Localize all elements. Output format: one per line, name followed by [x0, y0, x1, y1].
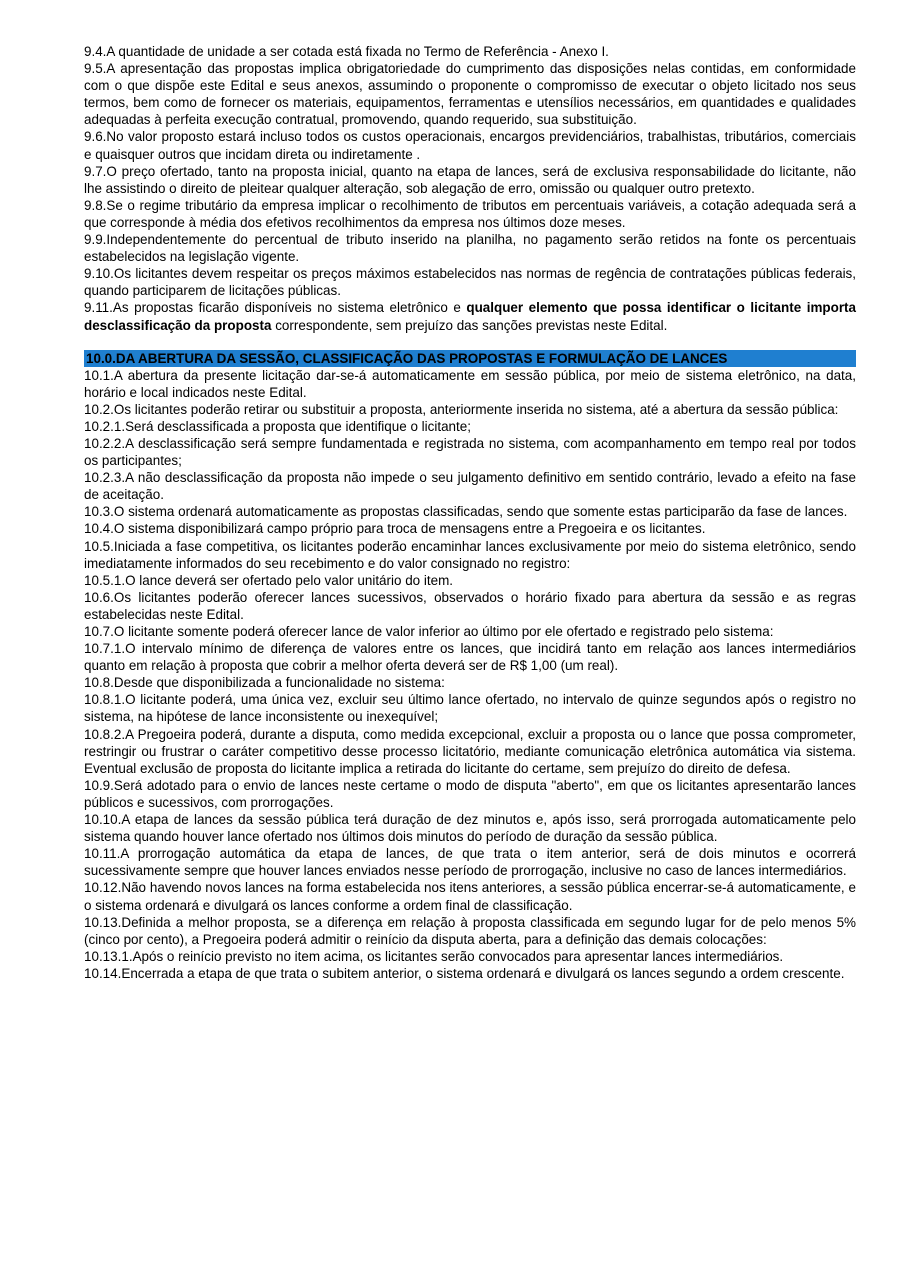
paragraph-10-9: 10.9.Será adotado para o envio de lances neste certame o modo de disputa "aberto", em que os licitantes apresentarão lances públicos e sucessivos, com prorrogações. [84, 777, 856, 810]
section-10-paragraphs [84, 367, 856, 982]
paragraph-10-2: 10.2.Os licitantes poderão retirar ou substituir a proposta, anteriormente inserida no sistema, até a abertura da sessão pública: [84, 401, 839, 417]
paragraph-9-11-text-end: correspondente, sem prejuízo das sanções previstas neste Edital. [271, 317, 668, 333]
paragraph-10-10: 10.10.A etapa de lances da sessão pública terá duração de dez minutos e, após isso, será prorrogada automaticamente pelo sistema quando houver lance ofertado nos últimos dois minutos do período de duração da sessão pública. [84, 812, 856, 845]
paragraph-10-5: 10.5.Iniciada a fase competitiva, os licitantes poderão encaminhar lances exclusivamente por meio do sistema eletrônico, sendo imediatamente informados do seu recebimento e do valor consignado no registro: [84, 538, 856, 571]
paragraph-10-6: 10.6.Os licitantes poderão oferecer lances sucessivos, observados o horário fixado para abertura da sessão e as regras estabelecidas neste Edital. [84, 589, 856, 622]
paragraph-10-7-1: 10.7.1.O intervalo mínimo de diferença de valores entre os lances, que incidirá tanto em relação aos lances intermediários quanto em relação à proposta que cobrir a melhor oferta deverá ser de R$ 1,00 (um real). [84, 641, 856, 674]
paragraph-9-5: 9.5.A apresentação das propostas implica obrigatoriedade do cumprimento das disposições nelas contidas, em conformidade com o que dispõe este Edital e seus anexos, assumindo o proponente o compromisso de executar o objeto licitado nos seus termos, bem como de fornecer os materiais, equipamentos, ferramentas e utensílios necessários, em quantidades e qualidades adequadas à perfeita execução contratual, promovendo, quando requerido, sua substituição. [84, 61, 856, 128]
paragraph-10-13-1: 10.13.1.Após o reinício previsto no item acima, os licitantes serão convocados para apresentar lances intermediários. [84, 948, 784, 964]
paragraph-9-4: 9.4.A quantidade de unidade a ser cotada está fixada no Termo de Referência - Anexo I. [84, 44, 609, 59]
paragraph-10-3: 10.3.O sistema ordenará automaticamente as propostas classificadas, sendo que somente estas participarão da fase de lances. [84, 504, 848, 520]
paragraph-10-11: 10.11.A prorrogação automática da etapa de lances, de que trata o item anterior, será de dois minutos e ocorrerá sucessivamente sempre que houver lances enviados nesse período de prorrogação, inclusive no caso de lances intermediários. [84, 846, 856, 879]
paragraph-9-11-bold-text: qualquer elemento que possa identificar o licitante importa desclassificação da proposta [84, 300, 856, 333]
section-10-heading: 10.0.DA ABERTURA DA SESSÃO, CLASSIFICAÇÃO DAS PROPOSTAS E FORMULAÇÃO DE LANCES [84, 350, 856, 367]
paragraph-9-11-text-start: 9.11.As propostas ficarão disponíveis no sistema eletrônico e [84, 300, 467, 316]
paragraph-10-13: 10.13.Definida a melhor proposta, se a diferença em relação à proposta classificada em segundo lugar for de pelo menos 5% (cinco por cento), a Pregoeira poderá admitir o reinício da disputa aberta, para a definição das demais colocações: [84, 914, 856, 947]
paragraph-10-2-2: 10.2.2.A desclassificação será sempre fundamentada e registrada no sistema, com acompanhamento em tempo real por todos os participantes; [84, 435, 856, 469]
paragraph-10-2-1: 10.2.1.Será desclassificada a proposta que identifique o licitante; [84, 418, 471, 434]
paragraph-10-8: 10.8.Desde que disponibilizada a funcionalidade no sistema: [84, 675, 445, 691]
paragraph-9-7: 9.7.O preço ofertado, tanto na proposta inicial, quanto na etapa de lances, será de exclusiva responsabilidade do licitante, não lhe assistindo o direito de pleitear qualquer alteração, sob alegação de erro, omissão ou qualquer outro pretexto. [84, 163, 856, 196]
paragraph-10-12: 10.12.Não havendo novos lances na forma estabelecida nos itens anteriores, a sessão pública encerrar-se-á automaticamente, e o sistema ordenará e divulgará os lances conforme a ordem final de classificação. [84, 880, 856, 913]
paragraph-9-9: 9.9.Independentemente do percentual de tributo inserido na planilha, no pagamento serão retidos na fonte os percentuais estabelecidos na legislação vigente. [84, 232, 856, 265]
document-page [84, 43, 856, 982]
section-9-paragraphs [84, 43, 856, 299]
paragraph-10-1: 10.1.A abertura da presente licitação dar-se-á automaticamente em sessão pública, por meio de sistema eletrônico, na data, horário e local indicados neste Edital. [84, 367, 856, 400]
section-spacer [84, 334, 856, 350]
paragraph-10-5-1: 10.5.1.O lance deverá ser ofertado pelo valor unitário do item. [84, 572, 453, 588]
paragraph-9-8: 9.8.Se o regime tributário da empresa implicar o recolhimento de tributos em percentuais variáveis, a cotação adequada será a que corresponde à média dos efetivos recolhimentos da empresa nos últimos doze meses. [84, 197, 856, 230]
paragraph-9-11 [84, 299, 856, 333]
paragraph-9-6: 9.6.No valor proposto estará incluso todos os custos operacionais, encargos previdenciários, trabalhistas, tributários, comerciais e quaisquer outros que incidam direta ou indiretamente . [84, 129, 856, 162]
paragraph-10-8-2: 10.8.2.A Pregoeira poderá, durante a disputa, como medida excepcional, excluir a proposta ou o lance que possa comprometer, restringir ou frustrar o caráter competitivo desse processo licitatório, mediante comunicação eletrônica automática via sistema. Eventual exclusão de proposta do licitante implica a retirada do licitante do certame, sem prejuízo do direito de defesa. [84, 726, 856, 776]
paragraph-10-4: 10.4.O sistema disponibilizará campo próprio para troca de mensagens entre a Pregoeira e os licitantes. [84, 521, 706, 537]
paragraph-10-2-3: 10.2.3.A não desclassificação da proposta não impede o seu julgamento definitivo em sentido contrário, levado a efeito na fase de aceitação. [84, 470, 856, 503]
paragraph-10-8-1: 10.8.1.O licitante poderá, uma única vez, excluir seu último lance ofertado, no intervalo de quinze segundos após o registro no sistema, na hipótese de lance inconsistente ou inexequível; [84, 692, 856, 725]
paragraph-10-7: 10.7.O licitante somente poderá oferecer lance de valor inferior ao último por ele ofertado e registrado pelo sistema: [84, 624, 774, 639]
paragraph-9-10: 9.10.Os licitantes devem respeitar os preços máximos estabelecidos nas normas de regência de contratações públicas federais, quando participarem de licitações públicas. [84, 266, 856, 299]
paragraph-10-14: 10.14.Encerrada a etapa de que trata o subitem anterior, o sistema ordenará e divulgará os lances segundo a ordem crescente. [84, 965, 845, 981]
